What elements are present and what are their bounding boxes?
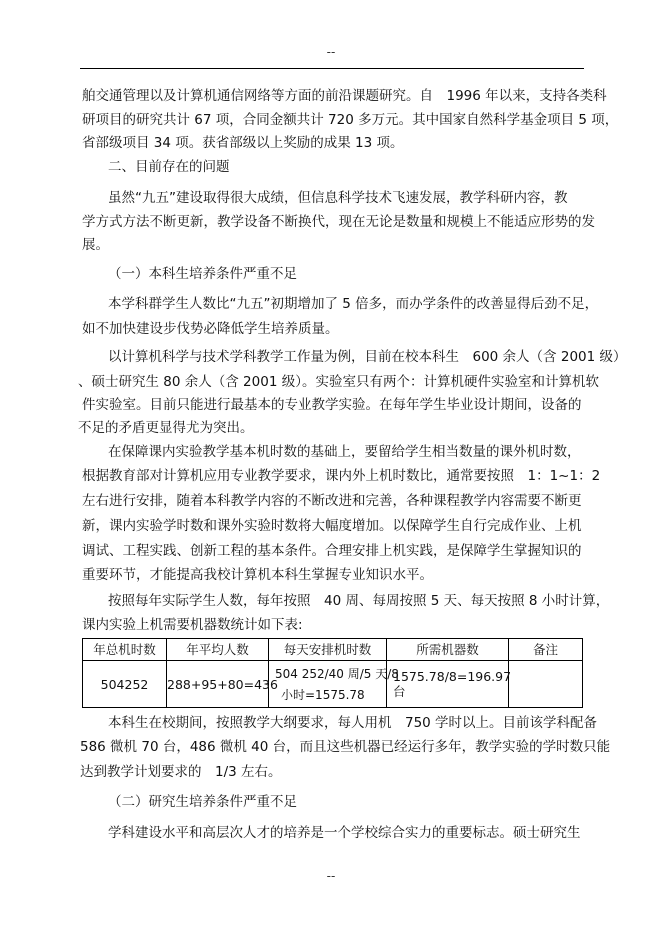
table-header-cell: 备注	[509, 639, 583, 661]
text-line: 省部级项目 34 项。获省部级以上奖励的成果 13 项。	[82, 135, 404, 151]
text-line: 不足的矛盾更显得尤为突出。	[78, 420, 254, 436]
subsection-heading: （一）本科生培养条件严重不足	[108, 266, 297, 282]
daily-hours-line-1: 504 252/40 周/5 天/8	[275, 667, 399, 681]
text-line: 按照每年实际学生人数，每年按照 40 周、每周按照 5 天、每天按照 8 小时计算，	[108, 593, 610, 609]
text-line: 学科建设水平和高层次人才的培养是一个学校综合实力的重要标志。硕士研究生	[108, 825, 581, 841]
text-line: 虽然“九五”建设取得很大成绩，但信息科学技术飞速发展，教学科研内容，教	[108, 190, 568, 206]
text-line: 调试、工程实践、创新工程的基本条件。合理安排上机实践，是保障学生掌握知识的	[82, 543, 582, 559]
text-line: 重要环节，才能提高我校计算机本科生掌握专业知识水平。	[82, 567, 433, 583]
text-line: 达到教学计划要求的 1/3 左右。	[80, 764, 282, 780]
text-line: 研项目的研究共计 67 项，合同金额共计 720 多万元。其中国家自然科学基金项目 5 项，	[82, 112, 619, 128]
table-header-row	[83, 639, 583, 661]
table-header-cell: 年总机时数	[83, 639, 167, 661]
table-cell-machines: 1575.78/8=196.97 台	[387, 661, 509, 708]
text-line: 本科生在校期间，按照教学大纲要求，每人用机 750 学时以上。目前该学科配备	[108, 715, 598, 731]
text-line: 左右进行安排，随着本科教学内容的不断改进和完善，各种课程教学内容需要不断更	[82, 493, 582, 509]
text-line: 本学科群学生人数比“九五”初期增加了 5 倍多，而办学条件的改善显得后劲不足，	[108, 296, 599, 312]
text-line: 、硕士研究生 80 余人（含 2001 级）。实验室只有两个：计算机硬件实验室和计算机软	[78, 374, 599, 390]
daily-hours-line-2: 小时=1575.78	[281, 688, 365, 702]
page-footer-mark: --	[326, 869, 336, 883]
machine-stats-table	[82, 638, 583, 708]
subsection-heading: （二）研究生培养条件严重不足	[108, 794, 297, 810]
text-line: 如不加快建设步伐势必降低学生培养质量。	[82, 321, 339, 337]
text-line: 件实验室。目前只能进行最基本的专业教学实验。在每年学生毕业设计期间，设备的	[82, 397, 582, 413]
table-cell-note	[509, 661, 583, 708]
table-header-cell: 年平均人数	[167, 639, 269, 661]
section-heading: 二、目前存在的问题	[108, 159, 230, 175]
table-header-cell: 每天安排机时数	[269, 639, 387, 661]
table-cell-avg-students: 288+95+80=436	[167, 661, 269, 708]
table-cell-daily-hours	[269, 661, 399, 708]
table-header-cell: 所需机器数	[387, 639, 509, 661]
text-line: 学方式方法不断更新，教学设备不断换代，现在无论是数量和规模上不能适应形势的发	[82, 214, 595, 230]
text-line: 课内实验上机需要机器数统计如下表:	[82, 617, 303, 633]
header-rule	[80, 68, 584, 69]
table-cell-total-hours: 504252	[83, 661, 167, 708]
text-line: 586 微机 70 台，486 微机 40 台，而且这些机器已经运行多年，教学实验的学时数只能	[80, 739, 611, 755]
text-line: 在保障课内实验教学基本机时数的基础上，要留给学生相当数量的课外机时数，	[108, 444, 581, 460]
text-line: 展。	[82, 237, 109, 253]
text-line: 舶交通管理以及计算机通信网络等方面的前沿课题研究。自 1996 年以来，支持各类科	[82, 88, 607, 104]
table-row	[83, 661, 583, 708]
text-line: 以计算机科学与技术学科教学工作量为例，目前在校本科生 600 余人（含 2001 级）	[108, 349, 627, 365]
page-header-mark: --	[326, 45, 336, 59]
text-line: 新，课内实验学时数和课外实验时数将大幅度增加。以保障学生自行完成作业、上机	[82, 518, 582, 534]
text-line: 根据教育部对计算机应用专业教学要求，课内外上机时数比，通常要按照 1：1~1：2	[82, 468, 601, 484]
